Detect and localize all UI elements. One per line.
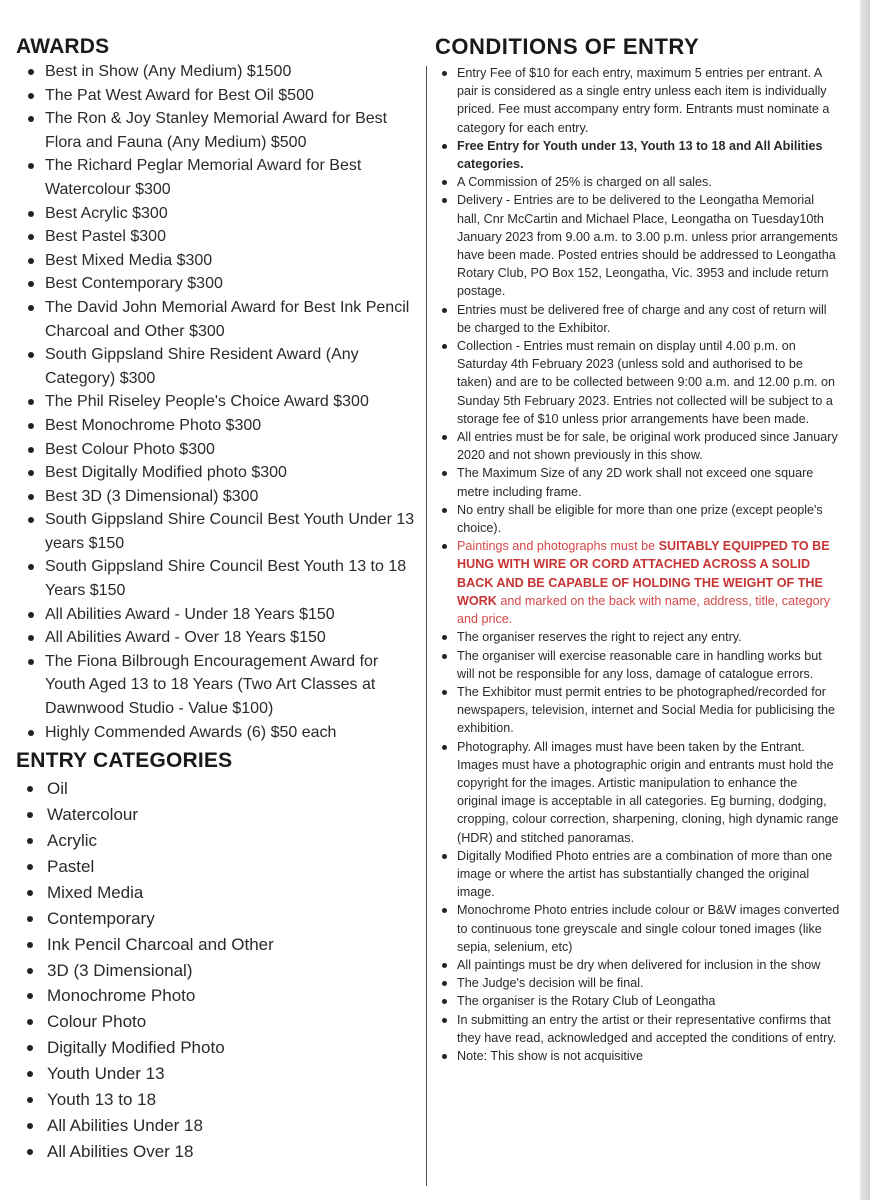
hanging-text-end: and marked on the back with name, address, title, category and price.: [457, 593, 831, 627]
condition-item: Digitally Modified Photo entries are a combination of more than one image or where the artist has substantially changed the original image.: [435, 847, 840, 902]
category-item: Ink Pencil Charcoal and Other: [16, 932, 416, 958]
hanging-text-start: Paintings and photographs must be: [457, 539, 659, 554]
award-item: The David John Memorial Award for Best Ink Pencil Charcoal and Other $300: [16, 296, 416, 343]
condition-item: A Commission of 25% is charged on all sales.: [435, 173, 840, 191]
category-item: Monochrome Photo: [16, 983, 416, 1009]
conditions-heading: CONDITIONS OF ENTRY: [435, 34, 700, 59]
awards-heading: AWARDS: [16, 35, 110, 58]
condition-item: Entry Fee of $10 for each entry, maximum 5 entries per entrant. A pair is considered as a single entry unless each item is individually priced. Fee must accompany entry form. Entrants must nominate a category for each entry.: [435, 64, 840, 137]
category-item: Oil: [16, 776, 416, 802]
award-item: South Gippsland Shire Resident Award (Any Category) $300: [16, 343, 416, 390]
right-column: [435, 34, 840, 1065]
condition-item: Monochrome Photo entries include colour or B&W images converted to continuous tone greyscale and single colour toned images (like sepia, selenium, etc): [435, 901, 840, 956]
condition-item: Entries must be delivered free of charge and any cost of return will be charged to the Exhibitor.: [435, 301, 840, 337]
condition-item: The Judge's decision will be final.: [435, 974, 840, 992]
category-item: 3D (3 Dimensional): [16, 958, 416, 984]
condition-item: The Maximum Size of any 2D work shall not exceed one square metre including frame.: [435, 464, 840, 500]
award-item: Best Colour Photo $300: [16, 438, 416, 462]
condition-item: Collection - Entries must remain on display until 4.00 p.m. on Saturday 4th February 2023 (unless sold and authorised to be taken) and are to be collected between 9:00 a.m. and 12.00 p.m. on Sunday 5th February 2023. Entries not collected will be subject to a storage fee of $10 unless prior arrangements have been made.: [435, 337, 840, 428]
condition-item: The organiser reserves the right to reject any entry.: [435, 628, 840, 646]
award-item: Best Mixed Media $300: [16, 249, 416, 273]
category-item: Watercolour: [16, 802, 416, 828]
award-item: Best Monochrome Photo $300: [16, 414, 416, 438]
award-item: Best Pastel $300: [16, 225, 416, 249]
column-divider: [426, 66, 427, 1186]
award-item: The Pat West Award for Best Oil $500: [16, 84, 416, 108]
condition-item: Delivery - Entries are to be delivered to the Leongatha Memorial hall, Cnr McCartin and Michael Place, Leongatha on Tuesday10th January 2023 from 9.00 a.m. to 3.00 p.m. unless prior arrangements have been made. Posted entries should be addressed to Leongatha Rotary Club, PO Box 152, Leongatha, Vic. 3953 and include return postage.: [435, 191, 840, 300]
condition-item: Note: This show is not acquisitive: [435, 1047, 840, 1065]
condition-item: In submitting an entry the artist or their representative confirms that they have read, acknowledged and accepted the conditions of entry.: [435, 1011, 840, 1047]
category-item: All Abilities Under 18: [16, 1113, 416, 1139]
condition-item: The Exhibitor must permit entries to be photographed/recorded for newspapers, television, internet and Social Media for publicising the exhibition.: [435, 683, 840, 738]
award-item: Best Digitally Modified photo $300: [16, 461, 416, 485]
category-item: Digitally Modified Photo: [16, 1035, 416, 1061]
conditions-list: [435, 64, 840, 1065]
award-item: The Phil Riseley People's Choice Award $300: [16, 390, 416, 414]
award-item: Best Acrylic $300: [16, 202, 416, 226]
award-item: Highly Commended Awards (6) $50 each: [16, 721, 416, 745]
award-item: Best Contemporary $300: [16, 272, 416, 296]
category-item: Contemporary: [16, 906, 416, 932]
condition-item: The organiser will exercise reasonable care in handling works but will not be responsible for any loss, damage of catalogue errors.: [435, 647, 840, 683]
award-item: All Abilities Award - Under 18 Years $150: [16, 603, 416, 627]
entry-categories-list: [16, 776, 416, 1165]
hanging-text-emphasis: SUITABLY EQUIPPED TO BE HUNG WITH WIRE OR CORD ATTACHED ACROSS A SOLID BACK AND BE CAPABLE OF HOLDING THE WEIGHT OF THE WORK: [457, 539, 830, 608]
award-item: The Ron & Joy Stanley Memorial Award for Best Flora and Fauna (Any Medium) $500: [16, 107, 416, 154]
award-item: South Gippsland Shire Council Best Youth Under 13 years $150: [16, 508, 416, 555]
category-item: Pastel: [16, 854, 416, 880]
condition-item: Photography. All images must have been taken by the Entrant. Images must have a photographic origin and entrants must hold the copyright for the images. Artistic manipulation to enhance the original image is acceptable in all categories. Eg burning, dodging, cropping, colour correction, sharpening, cloning, high dynamic range (HDR) and stitched panoramas.: [435, 738, 840, 847]
condition-item: The organiser is the Rotary Club of Leongatha: [435, 992, 840, 1010]
condition-item: No entry shall be eligible for more than one prize (except people's choice).: [435, 501, 840, 537]
award-item: The Richard Peglar Memorial Award for Best Watercolour $300: [16, 154, 416, 201]
category-item: All Abilities Over 18: [16, 1139, 416, 1165]
award-item: Best 3D (3 Dimensional) $300: [16, 485, 416, 509]
award-item: All Abilities Award - Over 18 Years $150: [16, 626, 416, 650]
award-item: Best in Show (Any Medium) $1500: [16, 60, 416, 84]
condition-item: All entries must be for sale, be original work produced since January 2020 and not shown previously in this show.: [435, 428, 840, 464]
page-edge-shadow: [860, 0, 870, 1200]
category-item: Youth Under 13: [16, 1061, 416, 1087]
condition-item-hanging: [435, 537, 840, 628]
left-column: [16, 34, 416, 1165]
awards-list: [16, 60, 416, 744]
award-item: South Gippsland Shire Council Best Youth 13 to 18 Years $150: [16, 555, 416, 602]
category-item: Colour Photo: [16, 1009, 416, 1035]
award-item: The Fiona Bilbrough Encouragement Award for Youth Aged 13 to 18 Years (Two Art Classes at Dawnwood Studio - Value $100): [16, 650, 416, 721]
condition-item: All paintings must be dry when delivered for inclusion in the show: [435, 956, 840, 974]
category-item: Youth 13 to 18: [16, 1087, 416, 1113]
condition-item-free-entry: Free Entry for Youth under 13, Youth 13 to 18 and All Abilities categories.: [435, 137, 840, 173]
category-item: Acrylic: [16, 828, 416, 854]
category-item: Mixed Media: [16, 880, 416, 906]
entry-categories-heading: ENTRY CATEGORIES: [16, 749, 233, 773]
